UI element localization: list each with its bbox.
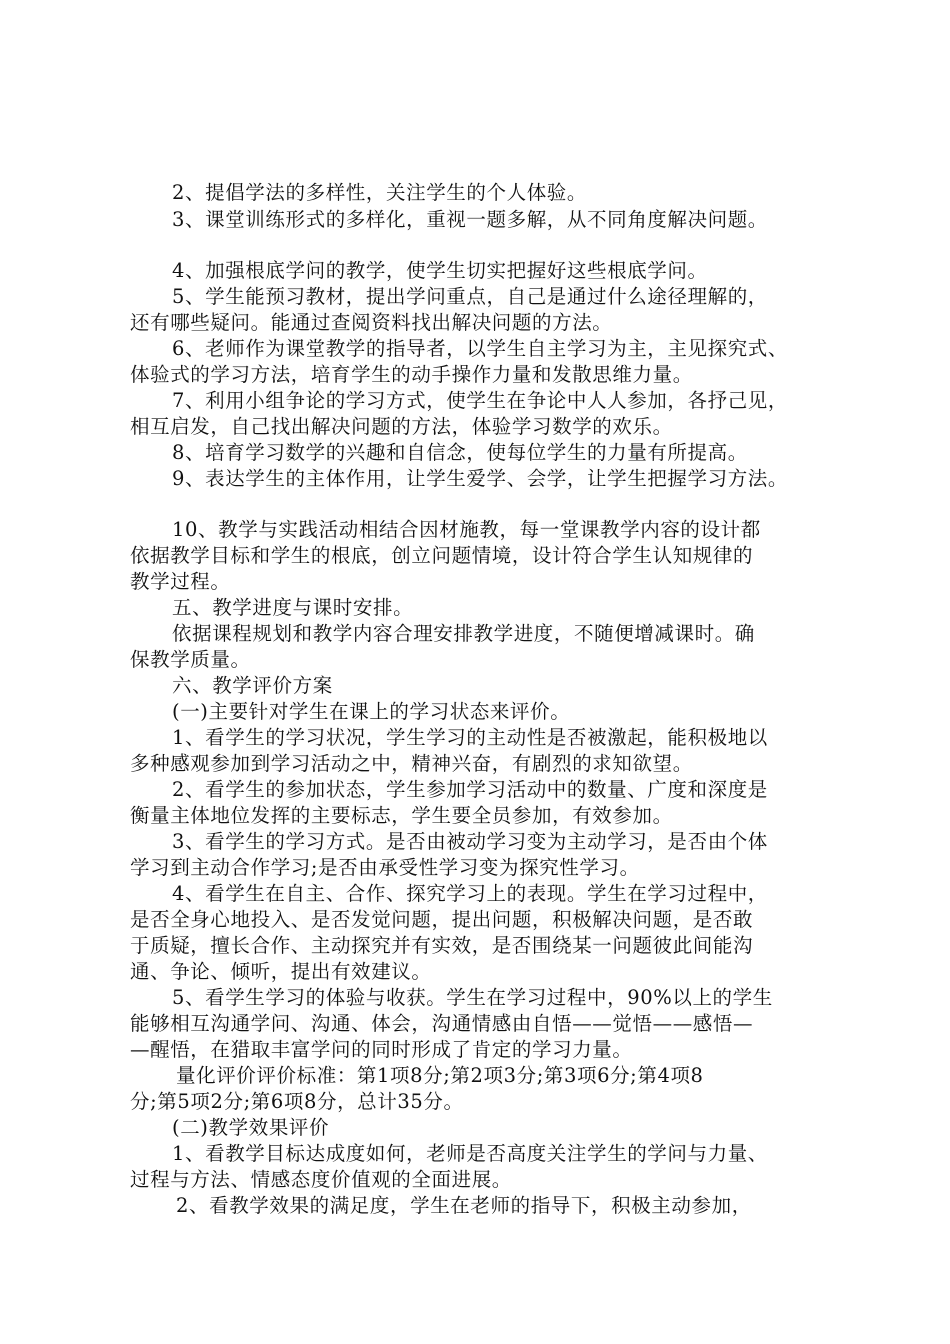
paragraph-line: 2、看教学效果的满足度，学生在老师的指导下，积极主动参加， <box>176 1194 752 1217</box>
paragraph-line: 4、看学生在自主、合作、探究学习上的表现。学生在学习过程中， <box>172 882 768 905</box>
paragraph-line: 通、争论、倾听，提出有效建议。 <box>130 960 432 983</box>
subsection-heading: (二)教学效果评价 <box>172 1116 330 1139</box>
paragraph-line: 还有哪些疑问。能通过查阅资料找出解决问题的方法。 <box>130 311 613 334</box>
paragraph-line: 8、培育学习数学的兴趣和自信念，使每位学生的力量有所提高。 <box>172 441 748 464</box>
section-heading: 六、教学评价方案 <box>172 674 333 697</box>
paragraph-line: 能够相互沟通学问、沟通、体会，沟通情感由自悟——觉悟——感悟— <box>130 1012 754 1035</box>
paragraph-line: 多种感观参加到学习活动之中，精神兴奋，有剧烈的求知欲望。 <box>130 752 693 775</box>
paragraph-line: 依据课程规划和教学内容合理安排教学进度，不随便增减课时。确 <box>172 622 755 645</box>
paragraph-line: 3、看学生的学习方式。是否由被动学习变为主动学习，是否由个体 <box>172 830 768 853</box>
paragraph-line: 10、教学与实践活动相结合因材施教，每一堂课教学内容的设计都 <box>172 518 761 541</box>
paragraph-line: 2、提倡学法的多样性，关注学生的个人体验。 <box>172 181 588 204</box>
paragraph-line: 教学过程。 <box>130 570 231 593</box>
paragraph-line: 衡量主体地位发挥的主要标志，学生要全员参加，有效参加。 <box>130 804 673 827</box>
paragraph-line: 1、看学生的学习状况，学生学习的主动性是否被激起，能积极地以 <box>172 726 768 749</box>
paragraph-line: 保教学质量。 <box>130 648 251 671</box>
paragraph-line: 过程与方法、情感态度价值观的全面进展。 <box>130 1168 512 1191</box>
paragraph-line: 4、加强根底学问的教学，使学生切实把握好这些根底学问。 <box>172 259 708 282</box>
paragraph-line: 6、老师作为课堂教学的指导者，以学生自主学习为主，主见探究式、 <box>172 337 789 360</box>
section-heading: 五、教学进度与课时安排。 <box>172 596 414 619</box>
paragraph-line: 相互启发，自己找出解决问题的方法，体验学习数学的欢乐。 <box>130 415 673 438</box>
paragraph-line: 3、课堂训练形式的多样化，重视一题多解，从不同角度解决问题。 <box>172 208 768 231</box>
paragraph-line: 量化评价评价标准：第1项8分;第2项3分;第3项6分;第4项8 <box>176 1064 704 1087</box>
paragraph-line: —醒悟，在猎取丰富学问的同时形成了肯定的学习力量。 <box>130 1038 633 1061</box>
paragraph-line: 2、看学生的参加状态，学生参加学习活动中的数量、广度和深度是 <box>172 778 768 801</box>
paragraph-line: 学习到主动合作学习;是否由承受性学习变为探究性学习。 <box>130 856 640 879</box>
paragraph-line: 于质疑，擅长合作、主动探究并有实效，是否围绕某一问题彼此间能沟 <box>130 934 754 957</box>
paragraph-line: 5、学生能预习教材，提出学问重点，自己是通过什么途径理解的， <box>172 285 768 308</box>
paragraph-line: 7、利用小组争论的学习方式，使学生在争论中人人参加，各抒己见， <box>172 389 789 412</box>
paragraph-line: 9、表达学生的主体作用，让学生爱学、会学，让学生把握学习方法。 <box>172 467 789 490</box>
paragraph-line: 是否全身心地投入、是否发觉问题，提出问题，积极解决问题，是否敢 <box>130 908 754 931</box>
paragraph-line: 分;第5项2分;第6项8分，总计35分。 <box>130 1090 464 1113</box>
paragraph-line: 依据教学目标和学生的根底，创立问题情境，设计符合学生认知规律的 <box>130 544 754 567</box>
subsection-heading: (一)主要针对学生在课上的学习状态来评价。 <box>172 700 571 723</box>
paragraph-line: 5、看学生学习的体验与收获。学生在学习过程中，90%以上的学生 <box>172 986 773 1009</box>
paragraph-line: 1、看教学目标达成度如何，老师是否高度关注学生的学问与力量、 <box>172 1142 768 1165</box>
paragraph-line: 体验式的学习方法，培育学生的动手操作力量和发散思维力量。 <box>130 363 693 386</box>
